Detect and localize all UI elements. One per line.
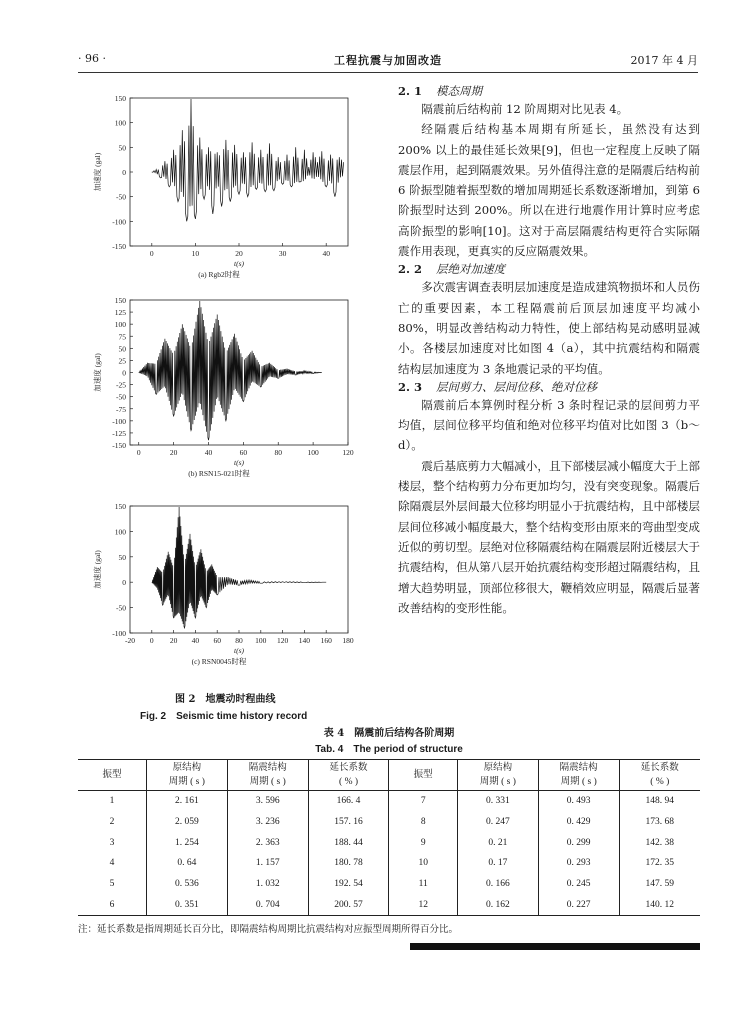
cell-orig: 0. 351	[146, 894, 227, 915]
issue-date: 2017 年 4 月	[630, 54, 698, 67]
y-axis-label: 加速度 (gal)	[93, 353, 102, 392]
x-tick-label: 100	[307, 448, 319, 457]
y-tick-label: -50	[116, 192, 126, 202]
scan-artifact-bar	[410, 943, 700, 950]
chart-subtitle: (a) Rgb2时程	[198, 270, 240, 279]
table-row	[78, 894, 700, 915]
cell-orig: 0. 64	[146, 853, 227, 874]
header-orig-line2: 周期 ( s )	[168, 777, 205, 787]
y-tick-label: 0	[122, 578, 126, 588]
cell-ext: 148. 94	[619, 791, 700, 812]
y-tick-label: -100	[112, 629, 126, 638]
x-tick-label: 0	[149, 249, 154, 258]
header-mode: 振型	[78, 760, 146, 791]
section-2-2-heading	[398, 261, 700, 277]
cell-iso: 3. 236	[227, 812, 308, 833]
y-tick-label: 0	[122, 368, 126, 378]
y-tick-label: 25	[118, 356, 126, 366]
cell-ext: 180. 78	[308, 853, 389, 874]
y-tick-label: 75	[118, 332, 126, 342]
cell-ext: 192. 54	[308, 874, 389, 895]
table-header-row	[78, 760, 700, 791]
cell-mode: 11	[389, 874, 457, 895]
section-number: 2. 2	[398, 262, 423, 277]
section-title: 层绝对加速度	[436, 262, 506, 277]
section-title: 层间剪力、层间位移、绝对位移	[436, 379, 598, 394]
x-axis-label: t(s)	[234, 646, 244, 655]
table-row	[78, 832, 700, 853]
y-tick-label: 150	[114, 94, 126, 103]
cell-iso: 1. 157	[227, 853, 308, 874]
cell-mode: 4	[109, 858, 115, 869]
x-tick-label: 60	[213, 636, 221, 645]
figure-caption-en: Fig. 2 Seismic time history record	[140, 711, 308, 722]
y-tick-label: 150	[114, 502, 126, 511]
figure-caption-cn: 图 2 地震动时程曲线	[175, 694, 276, 705]
paragraph-2: 经隔震后结构基本周期有所延长，虽然没有达到 200% 以上的最佳延长效果[9]，但也一定程度上反映了隔震层作用，起到隔震效果。另外值得注意的是隔震后结构前 6 阶振型随着振型数的增加周期延长系数逐渐增加，到第 6 阶振型时达到 200%。所以在进行地震作用计算时应考虑高阶振型的影响[10]。这对于高层隔震结构更符合实际隔震作用表现，更真实的反应隔震效果。	[398, 122, 700, 259]
cell-iso: 0. 704	[227, 894, 308, 915]
table-row	[78, 874, 700, 895]
y-tick-label: -75	[116, 404, 126, 414]
chart-b-svg	[88, 292, 358, 497]
header-orig-line2: 周期 ( s )	[479, 777, 516, 787]
cell-ext: 200. 57	[308, 894, 389, 915]
chart-c-svg	[88, 498, 358, 688]
header-ext-line1: 延长系数	[640, 763, 679, 773]
x-tick-label: 140	[298, 636, 311, 645]
header-iso-line2: 周期 ( s )	[560, 777, 597, 787]
x-tick-label: 120	[276, 636, 289, 645]
y-tick-label: 100	[114, 118, 126, 128]
journal-title: 工程抗震与加固改造	[334, 54, 442, 67]
y-tick-label: 0	[122, 168, 126, 177]
cell-iso: 3. 596	[227, 791, 308, 812]
cell-iso: 0. 293	[538, 853, 619, 874]
header-iso-2	[538, 760, 619, 791]
x-tick-label: 180	[342, 636, 354, 645]
cell-orig: 0. 536	[146, 874, 227, 895]
section-2-3-heading	[398, 379, 700, 395]
cell-mode: 12	[389, 894, 457, 915]
chart-subtitle: (b) RSN15-021时程	[188, 469, 250, 478]
x-tick-label: 30	[278, 249, 287, 258]
cell-ext: 147. 59	[619, 874, 700, 895]
table-title-cn: 表 4 隔震前后结构各阶周期	[323, 728, 455, 739]
chart-c	[88, 498, 358, 688]
x-axis-label: t(s)	[234, 259, 244, 268]
y-axis-label: 加速度 (gal)	[93, 550, 102, 589]
cell-iso: 2. 363	[227, 832, 308, 853]
y-tick-label: 125	[114, 308, 126, 318]
header-orig-line1: 原结构	[483, 763, 513, 773]
x-tick-label: 120	[342, 448, 354, 457]
cell-orig: 0. 17	[457, 853, 538, 874]
cell-ext: 173. 68	[619, 812, 700, 833]
header-ext-line2: ( % )	[650, 777, 670, 787]
header-orig-line1: 原结构	[172, 763, 202, 773]
cell-ext: 142. 38	[619, 832, 700, 853]
cell-orig: 0. 166	[457, 874, 538, 895]
table-row	[78, 853, 700, 874]
chart-b	[88, 292, 358, 497]
x-tick-label: 60	[239, 448, 248, 457]
cell-orig: 0. 331	[457, 791, 538, 812]
paragraph-5: 震后基底剪力大幅减小，且下部楼层减小幅度大于上部楼层，整个结构剪力分布更加均匀，没有突变现象。隔震后除隔震层外层间最大位移均明显小于抗震结构，且中部楼层层间位移减小幅度最大，整个结构变形由原来的弯曲型变成近似的剪切型。层绝对位移隔震结构在隔震层附近楼层大于抗震结构，但从第八层开始抗震结构变形超过隔震结构，且增大趋势明显，顶部位移很大，鞭梢效应明显，隔震后显著改善结构的变形性能。	[398, 458, 700, 615]
cell-orig: 2. 059	[146, 812, 227, 833]
cell-mode: 8	[389, 812, 457, 833]
y-tick-label: -100	[112, 217, 126, 227]
header-ext-line2: ( % )	[339, 777, 359, 787]
cell-ext: 157. 16	[308, 812, 389, 833]
header-mode-2: 振型	[389, 760, 457, 791]
x-axis-label: t(s)	[234, 458, 244, 467]
x-tick-label: 40	[191, 636, 200, 645]
x-tick-label: -20	[125, 636, 135, 645]
cell-iso: 0. 429	[538, 812, 619, 833]
header-orig	[146, 760, 227, 791]
header-iso-line1: 隔震结构	[248, 763, 287, 773]
x-tick-label: 20	[235, 249, 243, 258]
cell-orig: 2. 161	[146, 791, 227, 812]
cell-ext: 140. 12	[619, 894, 700, 915]
cell-mode: 9	[389, 832, 457, 853]
page-header	[78, 52, 698, 74]
table-row	[78, 812, 700, 833]
cell-orig: 0. 21	[457, 832, 538, 853]
table-note: 注：延长系数是指周期延长百分比，即隔震结构周期比抗震结构对应振型周期所得百分比。	[78, 924, 459, 935]
cell-orig: 0. 247	[457, 812, 538, 833]
paragraph-3: 多次震害调查表明层加速度是造成建筑物损坏和人员伤亡的重要因素，本工程隔震前后顶层加速度平均减小 80%，明显改善结构动力特性，使上部结构晃动感明显减小。各楼层加速度对比如图 4（a），其中抗震结构和隔震结构层加速度为 3 条地震记录的平均值。	[398, 280, 700, 376]
header-iso-line2: 周期 ( s )	[249, 777, 286, 787]
x-tick-label: 160	[320, 636, 332, 645]
y-tick-label: 100	[114, 527, 126, 537]
section-number: 2. 1	[398, 84, 423, 98]
cell-iso: 0. 299	[538, 832, 619, 853]
header-ext	[308, 760, 389, 791]
section-number: 2. 3	[398, 379, 423, 394]
page-number: · 96 ·	[78, 52, 106, 65]
cell-orig: 1. 254	[146, 832, 227, 853]
cell-mode: 5	[109, 879, 115, 890]
header-iso	[227, 760, 308, 791]
chart-subtitle: (c) RSN0045时程	[191, 657, 247, 666]
x-tick-label: 100	[255, 636, 267, 645]
x-tick-label: 80	[235, 636, 243, 645]
header-ext-2	[619, 760, 700, 791]
period-table	[78, 759, 700, 916]
x-tick-label: 0	[149, 636, 154, 645]
paragraph-4: 隔震前后本算例时程分析 3 条时程记录的层间剪力平均值，层间位移平均值和绝对位移平均值对比如图 3（b～d）。	[398, 397, 700, 453]
y-tick-label: -150	[112, 441, 126, 450]
section-2-1-heading	[398, 83, 700, 99]
y-tick-label: -125	[112, 428, 126, 438]
y-tick-label: 100	[114, 320, 126, 330]
paragraph-1: 隔震前后结构前 12 阶周期对比见表 4。	[421, 102, 629, 116]
cell-mode: 6	[78, 894, 146, 915]
x-tick-label: 80	[274, 448, 282, 457]
y-tick-label: -100	[112, 416, 126, 426]
y-tick-label: 150	[114, 296, 126, 305]
header-iso-line1: 隔震结构	[559, 763, 598, 773]
table-title-en: Tab. 4 The period of structure	[315, 744, 463, 755]
y-tick-label: -25	[116, 380, 126, 390]
y-tick-label: 50	[118, 344, 126, 354]
cell-mode: 7	[389, 791, 457, 812]
series-line	[152, 99, 344, 221]
cell-orig: 0. 162	[457, 894, 538, 915]
table-row	[78, 791, 700, 812]
y-tick-label: -50	[116, 603, 126, 613]
cell-iso: 0. 493	[538, 791, 619, 812]
cell-ext: 188. 44	[308, 832, 389, 853]
plot-frame	[130, 98, 348, 246]
cell-ext: 166. 4	[308, 791, 389, 812]
cell-mode: 2	[109, 817, 115, 828]
header-rule	[78, 72, 698, 73]
x-tick-label: 20	[169, 636, 178, 645]
section-title: 模态周期	[436, 84, 483, 98]
y-axis-label: 加速度 (gal)	[93, 152, 102, 192]
right-column	[398, 83, 700, 618]
chart-a-svg	[88, 90, 358, 290]
cell-mode: 1	[109, 796, 115, 807]
x-tick-label: 10	[191, 249, 200, 258]
cell-mode: 3	[109, 837, 115, 848]
cell-iso: 1. 032	[227, 874, 308, 895]
plot-frame	[130, 506, 348, 633]
header-orig-2	[457, 760, 538, 791]
x-tick-label: 40	[322, 249, 330, 258]
x-tick-label: 20	[169, 448, 178, 457]
x-tick-label: 0	[136, 448, 141, 457]
cell-mode: 10	[389, 853, 457, 874]
y-tick-label: -50	[116, 392, 126, 402]
x-tick-label: 40	[204, 448, 213, 457]
cell-ext: 172. 35	[619, 853, 700, 874]
y-tick-label: 50	[118, 143, 126, 153]
chart-a	[88, 90, 358, 290]
header-ext-line1: 延长系数	[329, 763, 368, 773]
y-tick-label: -150	[112, 242, 126, 251]
cell-iso: 0. 245	[538, 874, 619, 895]
cell-iso: 0. 227	[538, 894, 619, 915]
series-line	[152, 507, 326, 628]
series-line	[139, 301, 322, 440]
y-tick-label: 50	[118, 552, 126, 562]
